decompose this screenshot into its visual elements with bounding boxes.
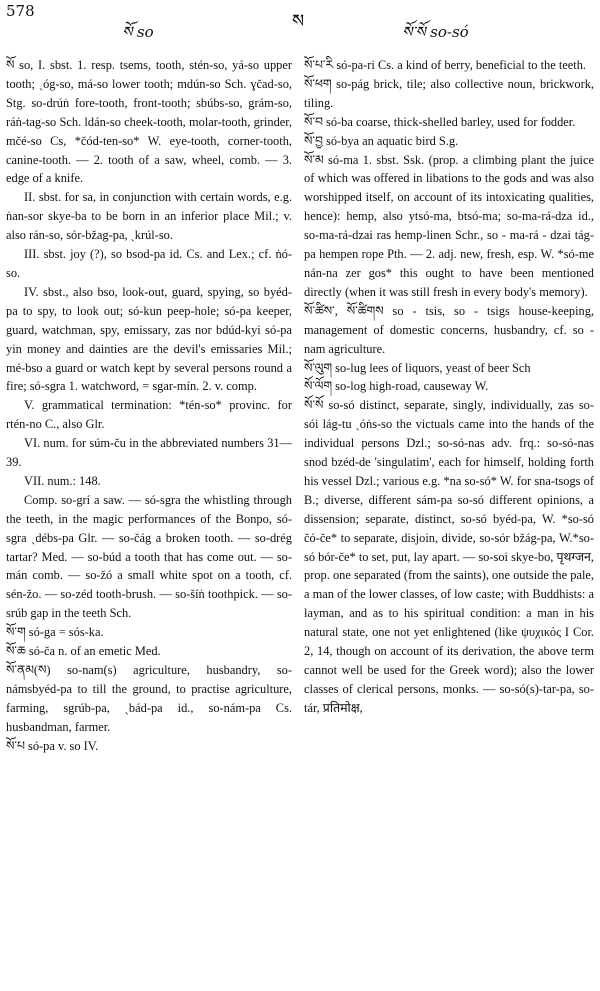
section-letter: ས: [292, 11, 305, 32]
entry-so-ga: སོ་ག só-ga = sós-ka.: [6, 625, 104, 640]
page-number: 578: [6, 2, 35, 20]
left-running-head: སོ so: [122, 23, 154, 41]
entry-so-so: སོ་སོ so-só distinct, separate, singly, individually, zas so-sói lág-tu ˏóṅs-so the victuals came into the hands of the individual persons Dzl.; so-só-nas adv. frq.: so-só-nas snod bzéd-de 'singulatim', each for himself, holding forth his vessel Dzl.; various e.g. *na so-só* W. for sna-tsogs of B.; diverse, different sám-pa so-só different opinions, a dissension; separate, distinct, so-só byéd-pa, W. *so-só čó-če* to separate, disjoin, divide, so-sór bžág-pa, W.*so-só bór-če* to set, put, lay apart. — so-soi skye-bo, पृथग्जन, prop. one separated (from the saints), one outside the pale, a man of the lower classes, of low caste; with Buddhists: a layman, and as to his spiritual condition: a man in his natural state, one not yet enlightened (like ψυχικός I Cor. 2, 14, though on account of its derivation, the above term cannot well be used for the Greek word); also the lower classes of clerical persons, monks. — so-só(s)-tar-pa, so-tár, प्रतिमोक्ष,: [304, 398, 594, 715]
entry-so-nam: སོ་ནམ(ས) so-nam(s) agriculture, husbandry, so-námsbyéd-pa to till the ground, to practise agriculture, farming, sgrúb-pa, ˏbád-pa id., so-nám-pa Cs. husbandman, farmer.: [6, 663, 292, 734]
entry-so-v: V. grammatical termination: *tén-so* provinc. for rtén-no C., also Glr.: [6, 398, 292, 432]
entry-so-bya: སོ་བྱ só-bya an aquatic bird S.g.: [304, 133, 459, 148]
entry-so-comp: Comp. so-grí a saw. — só-sgra the whistling through the teeth, in the magic performances of the Bonpo, só-sgra ˏdébs-pa Glr. — so-čág a broken tooth. — so-drég tartar? Med. — so-búd a tooth that has come out. — so-mán comb. — so-žó a small white spot on a tooth, cf. sén-žo. — so-zéd tooth-brush. — so-šíṅ toothpick. — so-srúb gap in the teeth Sch.: [6, 492, 292, 621]
entry-so-ca: སོ་ཆ só-ča n. of an emetic Med.: [6, 644, 161, 659]
right-column: [304, 56, 594, 718]
entry-so-iii: III. sbst. joy (?), so bsod-pa id. Cs. and Lex.; cf. ṅó-so.: [6, 247, 292, 280]
entry-so-log: སོ་ལོག so-log high-road, causeway W.: [304, 379, 489, 394]
entry-so-tsis: སོ་ཚིས་, སོ་ཚིགས so - tsis, so - tsigs house-keeping, management of domestic concerns, husbandry, cf. so - nam agriculture.: [304, 303, 594, 356]
entry-so-i: སོ so, I. sbst. 1. resp. tsems, tooth, stén-so, yá-so upper tooth; ˏóg-so, má-so lower tooth; mdún-so Sch. ɣčad-so, Stg. so-drúṅ fore-tooth, front-tooth; sbúbs-so, grám-so, ráṅ-tag-so Sch. ldán-so cheek-tooth, molar-tooth, grinder, mčé-so Cs, *čód-ten-so* W. eye-tooth, corner-tooth, canine-tooth. — 2. tooth of a saw, wheel, comb. — 3. edge of a knife.: [6, 58, 292, 186]
left-column: [6, 56, 292, 756]
entry-so-ba: སོ་བ só-ba coarse, thick-shelled barley, used for fodder.: [304, 114, 576, 129]
entry-so-pa-ri: སོ་པ་རི só-pa-ri Cs. a kind of berry, beneficial to the teeth.: [304, 58, 587, 72]
right-running-head: སོ་སོ so-só: [402, 23, 469, 41]
entry-so-pa: སོ་པ só-pa v. so IV.: [6, 738, 99, 753]
page-header: [0, 2, 600, 42]
entry-so-pag: སོ་ཕག so-pág brick, tile; also collective noun, brickwork, tiling.: [304, 76, 594, 110]
entry-so-ma: སོ་མ só-ma 1. sbst. Ssk. (prop. a climbing plant the juice of which was offered in libations to the gods and was also worshipped itself, on account of its intoxicating qualities, hence): hemp, also ytsó-ma, btsó-ma; so-ma-rá-dza id., so-ma-rá-dzai ras hemp-linen Schr., so - ma-rá - dzai tág-pa hempen rope Pth. — 2. adj. new, fresh, esp. W. *só-me nán-na zer gos* this ought to have been mentioned directly (when it was still fresh in every body's memory).: [304, 152, 594, 299]
entry-so-lug: སོ་ལུག so-lug lees of liquors, yeast of beer Sch: [304, 360, 531, 375]
entry-so-ii: II. sbst. for sa, in conjunction with certain words, e.g. ṅan-sor skye-ba to be born in an inferior place Mil.; v. also rán-so, sór-bžag-pa, ˏkrúl-so.: [6, 190, 292, 243]
entry-so-iv: IV. sbst., also bso, look-out, guard, spying, so byéd-pa to spy, to look out; só-kun peep-hole; só-pa keeper, guard, watchman, spy, emissary, zas nor bdúd-kyi só-pa yin money and dainties are the devil's emissaries Mil.; mé-bso a guard or watch kept by several persons round a fire; só-sgra 1. watchword, = sgar-mín. 2. v. comp.: [6, 284, 292, 394]
entry-so-vi: VI. num. for súm-ču in the abbreviated numbers 31—39.: [6, 436, 292, 470]
entry-so-vii: VII. num.: 148.: [24, 473, 101, 488]
